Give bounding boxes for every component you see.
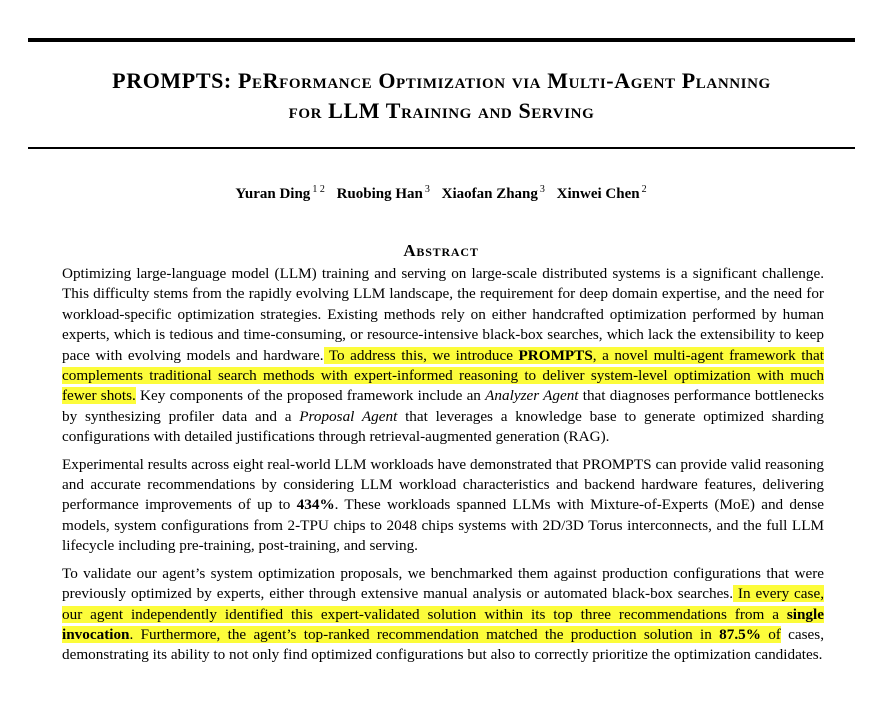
abstract-text: that leverages a knowledge base to generate optimized sharding configurations with detailed justifications through retrieval-augmented generation (RAG). — [62, 407, 825, 446]
italic-term: Proposal Agent — [299, 407, 398, 425]
abstract-text: Key components of the proposed framework include an — [135, 387, 486, 405]
title-top-rule — [28, 38, 855, 42]
author-name: Ruobing Han — [336, 186, 423, 202]
abstract-text: of — [760, 625, 781, 643]
paper-title — [28, 66, 855, 126]
abstract-text: To validate our agent’s system optimization proposals, we benchmarked them against production configurations that were previously optimized by experts, either through extensive manual analysis or automated black-box searches. — [62, 564, 824, 603]
abstract-paragraph-2 — [62, 455, 824, 557]
abstract-text: that diagnoses performance bottlenecks by synthesizing profiler data and a — [62, 387, 825, 425]
author-name: Xinwei Chen — [556, 186, 640, 202]
title-bottom-rule — [28, 147, 855, 149]
paper-title-line-1: PROMPTS: PeRformance Optimization via Multi-Agent Planning — [112, 68, 771, 93]
abstract-text: To address this, we introduce — [323, 346, 519, 364]
abstract-text: Optimizing large-language model (LLM) training and serving on large-scale distributed systems is a significant challenge. This difficulty stems from the rapidly evolving LLM landscape, the requirement for deep domain expertise, and the need for workload-specific optimization strategies. Existing methods rely on either handcrafted optimization performed by human experts, which is tedious and time-consuming, or resource-intensive black-box searches, which lack the extensibility to keep pace with evolving models and hardware. — [62, 265, 824, 364]
author — [337, 186, 430, 202]
author-name: Xiaofan Zhang — [441, 186, 538, 202]
author-affiliation: 3 — [424, 184, 430, 195]
author-affiliation: 2 — [641, 184, 647, 195]
abstract-text: , a novel multi-agent framework that complements traditional search methods with expert-informed reasoning to deliver system-level optimization with much fewer shots. — [62, 346, 824, 405]
author-affiliation: 1 2 — [312, 184, 325, 195]
bold-text: 87.5% — [719, 625, 761, 643]
abstract-body — [62, 264, 824, 673]
bold-text: PROMPTS — [518, 346, 593, 364]
paper-title-line-2: for LLM Training and Serving — [288, 98, 595, 123]
abstract-text: Experimental results across eight real-world LLM workloads have demonstrated that PROMPTS can provide valid reasoning and accurate recommendations by considering LLM workload characteristics and backend hardware features, delivering performance improvements of up to — [62, 455, 824, 514]
italic-term: Analyzer Agent — [485, 387, 579, 405]
author-list — [0, 184, 882, 203]
abstract-heading: Abstract — [403, 241, 479, 260]
author — [442, 186, 545, 202]
bold-text: single invocation — [62, 605, 824, 643]
abstract-paragraph-3 — [62, 564, 824, 666]
author-affiliation: 3 — [539, 184, 545, 195]
abstract-text: . Furthermore, the agent’s top-ranked recommendation matched the production solution in — [129, 625, 720, 643]
abstract-text: cases, demonstrating its ability to not only find optimized configurations but also to correctly prioritize the optimization candidates. — [62, 625, 825, 664]
bold-text: 434% — [296, 496, 335, 514]
abstract-text: . These workloads spanned LLMs with Mixture-of-Experts (MoE) and dense models, system configurations from 2-TPU chips to 2048 chips systems with 2D/3D Torus interconnects, and the full LLM lifecycle including pre-training, post-training, and serving. — [62, 496, 824, 555]
author — [235, 186, 324, 202]
author — [557, 186, 647, 202]
abstract-text: In every case, our agent independently identified this expert-validated solution within its top three recommendations from a — [62, 585, 824, 623]
abstract-paragraph-1 — [62, 264, 824, 448]
author-name: Yuran Ding — [235, 186, 311, 202]
